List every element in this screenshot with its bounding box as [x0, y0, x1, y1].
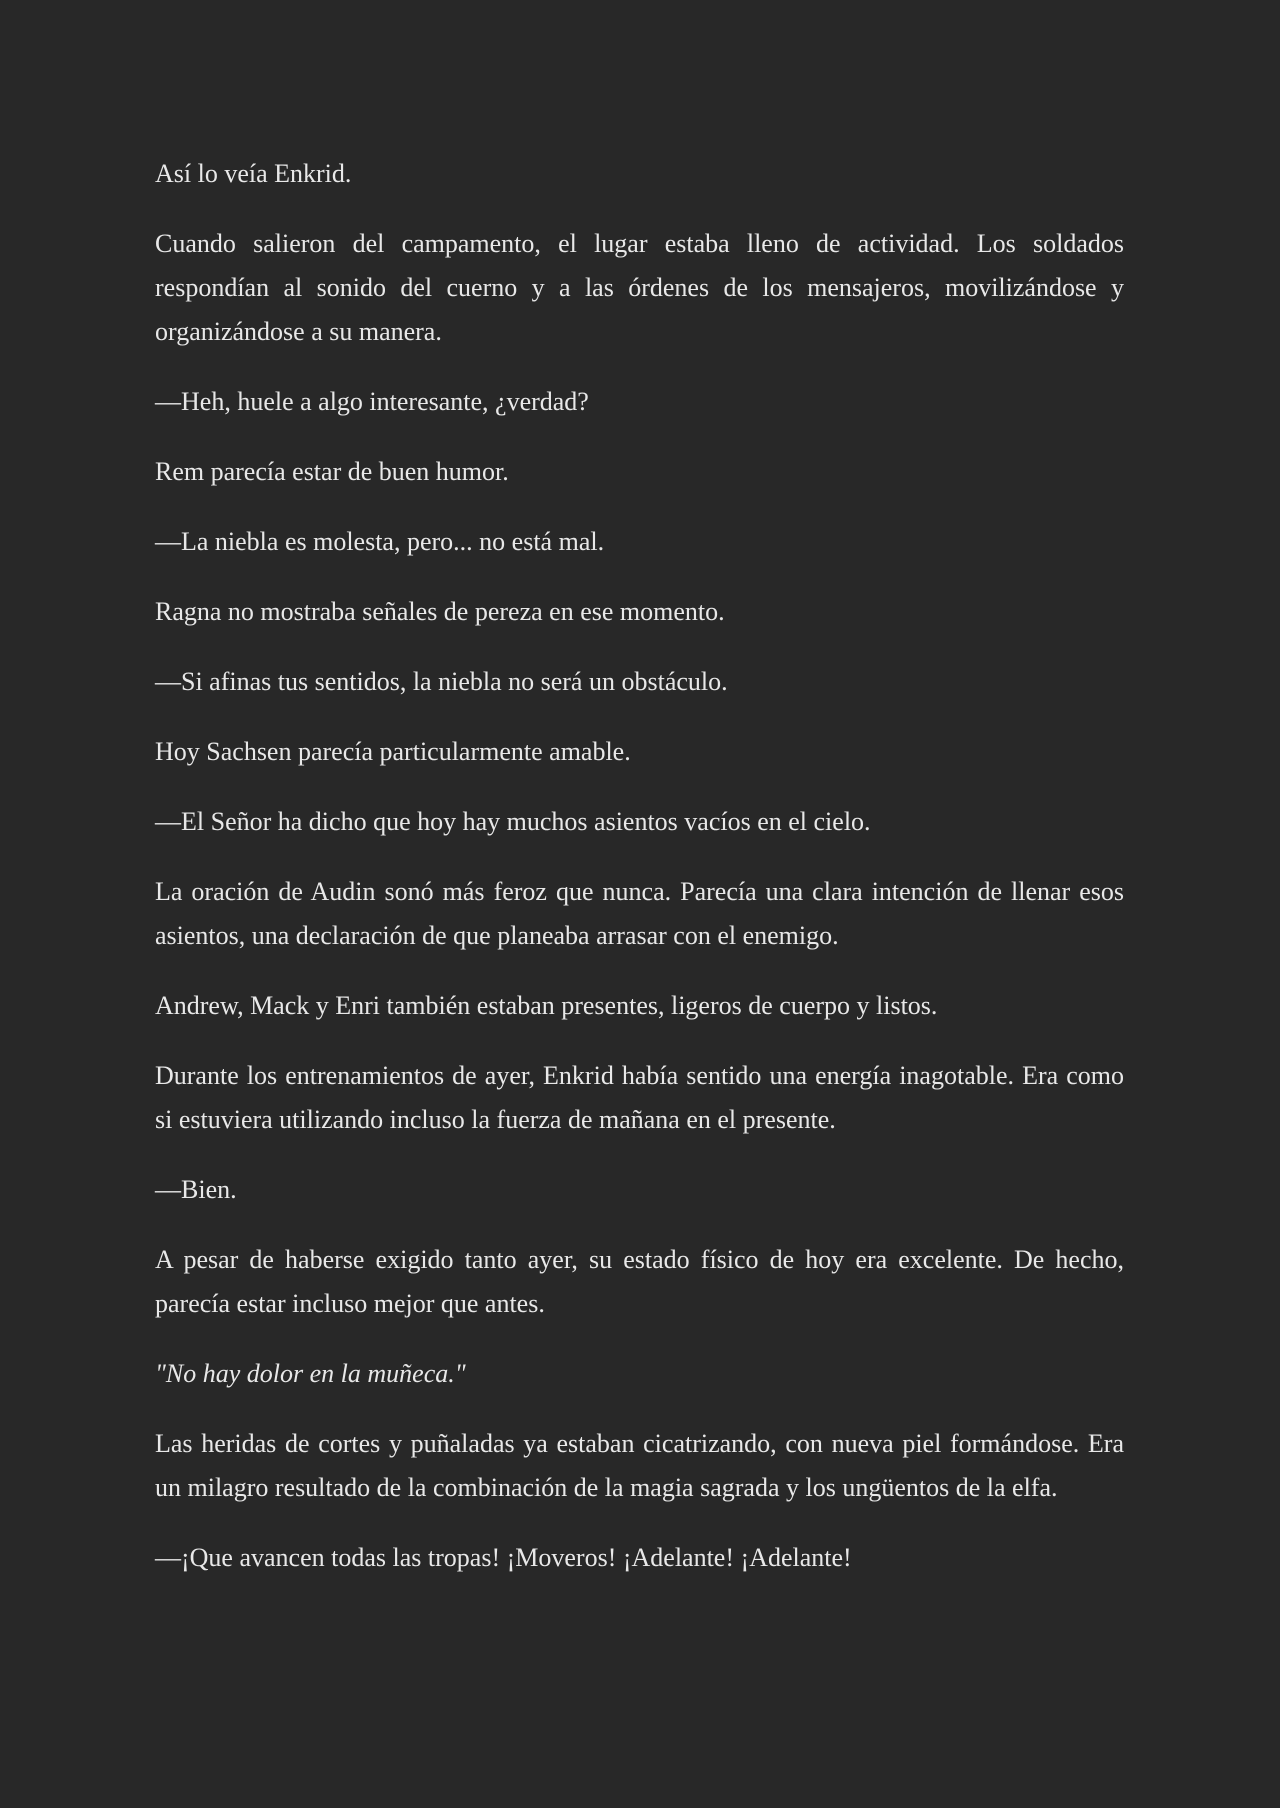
paragraph: A pesar de haberse exigido tanto ayer, su estado físico de hoy era excelente. De hecho, parecía estar incluso mejor que antes.: [155, 1245, 1124, 1318]
paragraph: Durante los entrenamientos de ayer, Enkrid había sentido una energía inagotable. Era como si estuviera utilizando incluso la fuerza de mañana en el presente.: [155, 1061, 1124, 1134]
dialogue-line: —El Señor ha dicho que hoy hay muchos asientos vacíos en el cielo.: [155, 807, 871, 836]
paragraph: Así lo veía Enkrid.: [155, 159, 352, 188]
inner-thought: "No hay dolor en la muñeca.": [155, 1359, 466, 1388]
paragraph: Las heridas de cortes y puñaladas ya estaban cicatrizando, con nueva piel formándose. Era un milagro resultado de la combinación de la magia sagrada y los ungüentos de la elfa.: [155, 1429, 1124, 1502]
paragraph: Andrew, Mack y Enri también estaban presentes, ligeros de cuerpo y listos.: [155, 991, 938, 1020]
dialogue-line: —La niebla es molesta, pero... no está mal.: [155, 527, 605, 556]
paragraph: Hoy Sachsen parecía particularmente amable.: [155, 737, 631, 766]
dialogue-line: —Bien.: [155, 1175, 237, 1204]
paragraph: Rem parecía estar de buen humor.: [155, 457, 509, 486]
chapter-text: [155, 152, 1124, 1606]
dialogue-line: —Heh, huele a algo interesante, ¿verdad?: [155, 387, 589, 416]
dialogue-line: —Si afinas tus sentidos, la niebla no será un obstáculo.: [155, 667, 728, 696]
paragraph: La oración de Audin sonó más feroz que nunca. Parecía una clara intención de llenar esos asientos, una declaración de que planeaba arrasar con el enemigo.: [155, 877, 1124, 950]
dialogue-line: —¡Que avancen todas las tropas! ¡Moveros! ¡Adelante! ¡Adelante!: [155, 1543, 852, 1572]
paragraph: Cuando salieron del campamento, el lugar estaba lleno de actividad. Los soldados respondían al sonido del cuerno y a las órdenes de los mensajeros, movilizándose y organizándose a su manera.: [155, 229, 1124, 346]
paragraph: Ragna no mostraba señales de pereza en ese momento.: [155, 597, 725, 626]
